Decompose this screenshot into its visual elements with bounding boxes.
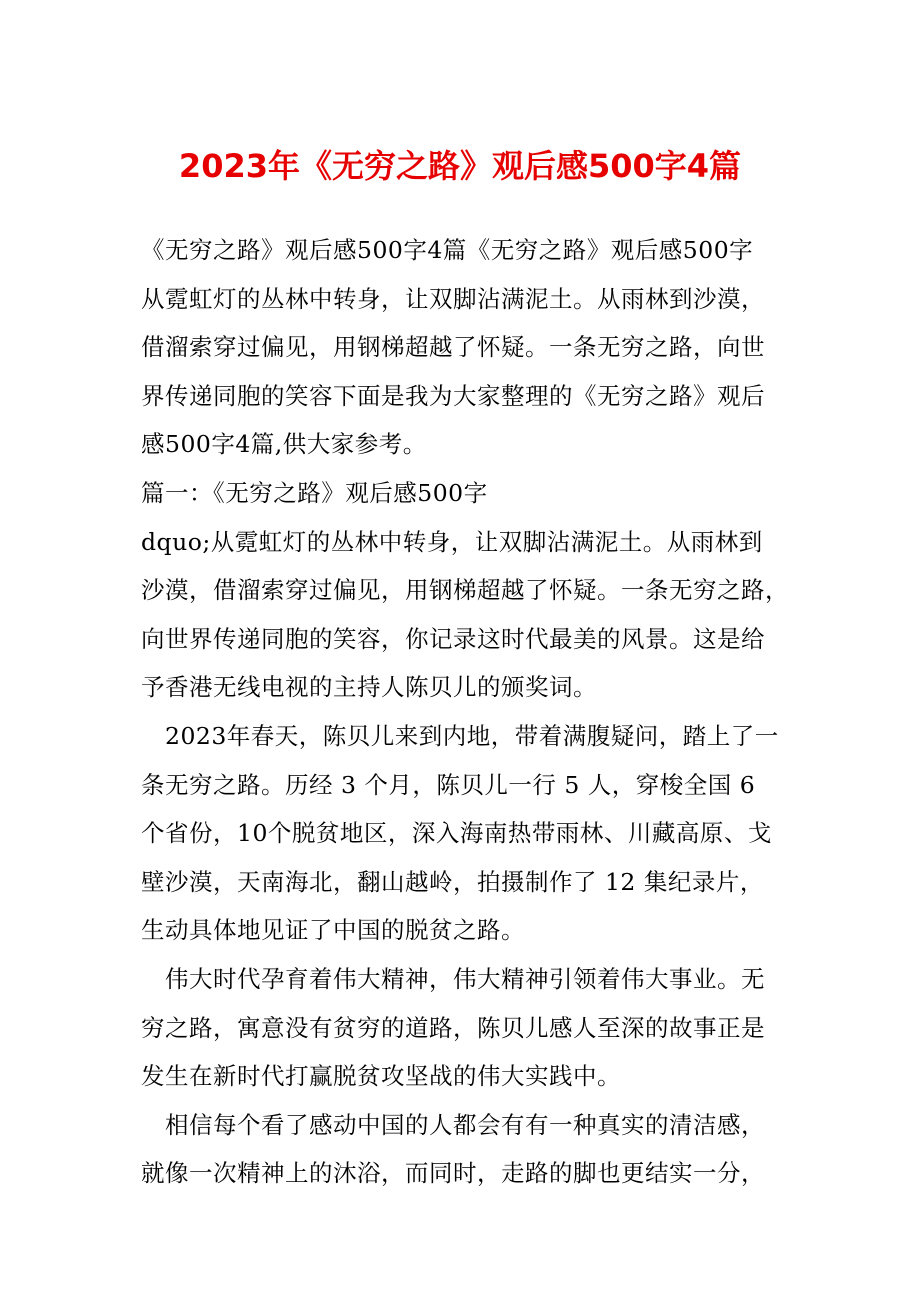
text-line: 界传递同胞的笑容下面是我为大家整理的《无穷之路》观后	[141, 381, 765, 410]
text-line: 从霓虹灯的丛林中转身，让双脚沾满泥土。从雨林到沙漠，	[141, 284, 765, 313]
document-title: 2023年《无穷之路》观后感500字4篇	[178, 147, 742, 185]
text-line: 《无穷之路》观后感500字4篇《无穷之路》观后感500字	[141, 236, 754, 264]
text-line: 篇一：《无穷之路》观后感500字	[141, 478, 488, 507]
text-line: 发生在新时代打赢脱贫攻坚战的伟大实践中。	[141, 1062, 621, 1091]
text-line: 2023年春天，陈贝儿来到内地，带着满腹疑问，踏上了一	[165, 721, 779, 750]
text-line: 个省份，10个脱贫地区，深入海南热带雨林、川藏高原、戈	[141, 819, 772, 848]
text-line: 沙漠，借溜索穿过偏见，用钢梯超越了怀疑。一条无穷之路，	[141, 576, 789, 605]
text-line: 向世界传递同胞的笑容，你记录这时代最美的风景。这是给	[141, 624, 765, 653]
document-body	[141, 226, 791, 1198]
text-line: 壁沙漠，天南海北，翻山越岭，拍摄制作了 12 集纪录片，	[141, 867, 764, 896]
text-line: 生动具体地见证了中国的脱贫之路。	[141, 916, 525, 945]
text-line: 予香港无线电视的主持人陈贝儿的颁奖词。	[141, 673, 597, 702]
text-line: 就像一次精神上的沐浴，而同时，走路的脚也更结实一分，	[141, 1159, 765, 1188]
text-line: 穷之路，寓意没有贫穷的道路，陈贝儿感人至深的故事正是	[141, 1013, 765, 1042]
text-line: 伟大时代孕育着伟大精神，伟大精神引领着伟大事业。无	[165, 964, 765, 993]
text-line: 感500字4篇,供大家参考。	[141, 430, 427, 459]
text-line: 相信每个看了感动中国的人都会有有一种真实的清洁感，	[165, 1110, 765, 1139]
text-line: dquo;从霓虹灯的丛林中转身，让双脚沾满泥土。从雨林到	[141, 527, 763, 556]
text-line: 条无穷之路。历经 3 个月，陈贝儿一行 5 人，穿梭全国 6	[141, 770, 756, 799]
text-line: 借溜索穿过偏见，用钢梯超越了怀疑。一条无穷之路，向世	[141, 333, 765, 362]
